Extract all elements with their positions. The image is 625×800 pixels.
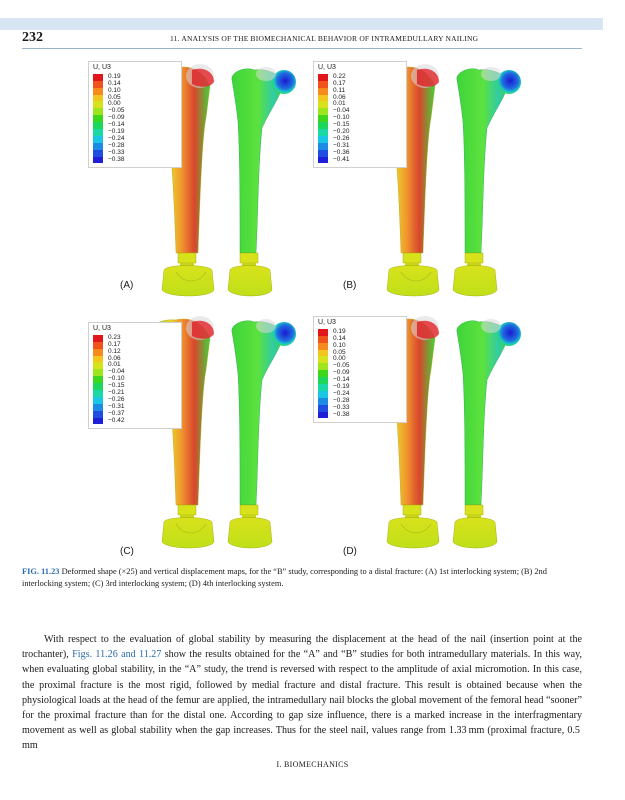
figure-panel-b [305, 58, 575, 303]
legend-value: −0.24 [108, 134, 125, 142]
legend-row [93, 342, 177, 349]
legend-value: −0.26 [333, 134, 350, 142]
legend-row [93, 136, 177, 143]
body-text [22, 632, 582, 754]
legend-swatch [318, 336, 328, 343]
figure-reference-link[interactable]: Figs. 11.26 and 11.27 [72, 649, 162, 661]
legend-value: 0.10 [333, 341, 346, 349]
legend-swatch [93, 81, 103, 88]
legend-swatch [93, 404, 103, 411]
legend-value: 0.14 [108, 79, 121, 87]
legend-value: 0.17 [108, 340, 121, 348]
legend-value: −0.09 [333, 369, 350, 377]
legend-swatch [93, 150, 103, 157]
paragraph-rest: show the results obtained for the “A” and “B” studies for both intramedullary materials. In this way, when evaluating global stability, in the “A” study, the trend is reversed with respect to the amplitude of axial micromotion. In this case, the proximal fracture is the most rigid, followed by medial fracture and distal fracture. This result is obtained because when the physiological loads at the head of the femur are applied, the intramedullary nail blocks the global movement of the femoral head “sooner” for the proximal fracture than for the distal one. According to gap size influence, there is a marked increase in the interfragmentary movement as well as global stability when the gap increases. Thus for the steel nail, values range from 1.33 mm (proximal fracture, 0.5 mm [22, 649, 583, 752]
legend-row [93, 362, 177, 369]
legend-swatch [318, 377, 328, 384]
legend-row [318, 101, 402, 108]
color-legend [313, 61, 407, 168]
legend-swatch [318, 101, 328, 108]
legend-swatch [318, 398, 328, 405]
legend-value: −0.24 [333, 389, 350, 397]
legend-row [93, 122, 177, 129]
legend-row [93, 383, 177, 390]
legend-swatch [318, 129, 328, 136]
panel-label: (B) [343, 280, 357, 291]
legend-row [318, 356, 402, 363]
legend-value: 0.11 [333, 86, 346, 94]
legend-row [318, 143, 402, 150]
legend-title: U, U3 [93, 64, 111, 71]
legend-row [93, 349, 177, 356]
legend-row [318, 336, 402, 343]
legend-swatch [318, 350, 328, 357]
legend-row [93, 157, 177, 164]
legend-swatch [93, 397, 103, 404]
legend-swatch [93, 88, 103, 95]
legend-value: 0.19 [333, 327, 346, 335]
legend-swatch [318, 343, 328, 350]
legend-swatch [318, 81, 328, 88]
legend-swatch [93, 390, 103, 397]
legend-swatch [93, 369, 103, 376]
header-rule [22, 48, 582, 49]
legend-swatch [318, 391, 328, 398]
legend-value: −0.05 [108, 107, 125, 115]
legend-value: 0.06 [108, 354, 121, 362]
running-title: 11. ANALYSIS OF THE BIOMECHANICAL BEHAVIOR OF INTRAMEDULLARY NAILING [170, 34, 479, 43]
page-number: 232 [22, 30, 43, 45]
legend-row [93, 397, 177, 404]
legend-row [318, 343, 402, 350]
legend-value: 0.01 [108, 361, 121, 369]
legend-row [318, 398, 402, 405]
color-legend [88, 61, 182, 168]
legend-value: −0.31 [333, 141, 350, 149]
paragraph [22, 632, 582, 754]
legend-swatch [318, 384, 328, 391]
legend-swatch [93, 362, 103, 369]
legend-swatch [93, 418, 103, 425]
legend-value: 0.14 [333, 334, 346, 342]
color-legend [88, 322, 182, 429]
legend-value: −0.15 [333, 121, 350, 129]
legend-row [93, 335, 177, 342]
legend-swatch [318, 115, 328, 122]
legend-swatch [318, 370, 328, 377]
header-band [0, 18, 603, 30]
legend-swatch [318, 74, 328, 81]
legend-title: U, U3 [93, 325, 111, 332]
legend-swatch [318, 136, 328, 143]
figure-panel-d [305, 310, 575, 555]
legend-swatch [93, 376, 103, 383]
legend-value: −0.19 [108, 128, 125, 136]
legend-row [318, 329, 402, 336]
legend-value: −0.21 [108, 389, 125, 397]
legend-swatch [93, 115, 103, 122]
legend-row [93, 101, 177, 108]
legend-swatch [318, 329, 328, 336]
legend-value: 0.05 [108, 93, 121, 101]
legend-value: −0.15 [108, 382, 125, 390]
legend-row [318, 363, 402, 370]
legend-swatch [318, 95, 328, 102]
legend-value: −0.42 [108, 416, 125, 424]
legend-swatch [93, 411, 103, 418]
legend-value: 0.17 [333, 79, 346, 87]
legend-row [93, 369, 177, 376]
legend-value: −0.04 [108, 368, 125, 376]
legend-swatch [318, 122, 328, 129]
legend-row [93, 404, 177, 411]
legend-value: −0.20 [333, 128, 350, 136]
legend-row [93, 115, 177, 122]
legend-row [318, 412, 402, 419]
page-footer: I. BIOMECHANICS [276, 760, 349, 769]
legend-row [318, 129, 402, 136]
legend-value: −0.31 [108, 402, 125, 410]
legend-row [93, 143, 177, 150]
legend-swatch [93, 349, 103, 356]
legend-swatch [93, 129, 103, 136]
legend-row [93, 108, 177, 115]
figure-caption [22, 566, 582, 589]
legend-value: −0.05 [333, 362, 350, 370]
legend-swatch [93, 383, 103, 390]
caption-text: Deformed shape (×25) and vertical displacement maps, for the “B” study, corresponding to a distal fracture: (A) 1st interlocking system; (B) 2nd interlocking system; (C) 3rd interlocking system; (D) 4th interlocking system. [22, 567, 547, 588]
legend-row [93, 88, 177, 95]
legend-swatch [318, 356, 328, 363]
legend-row [318, 122, 402, 129]
legend-value: −0.09 [108, 114, 125, 122]
legend-value: 0.23 [108, 333, 121, 341]
legend-row [318, 350, 402, 357]
legend-swatch [318, 405, 328, 412]
legend-swatch [93, 143, 103, 150]
legend-row [93, 376, 177, 383]
paragraph-start: With respect to the evaluation of global stability by measuring the displacement at the head of the nail (insertion point at the trochanter), [22, 634, 582, 661]
legend-row [318, 136, 402, 143]
legend-row [318, 74, 402, 81]
legend-value: −0.28 [333, 396, 350, 404]
legend-value: −0.04 [333, 107, 350, 115]
legend-row [93, 411, 177, 418]
legend-value: 0.06 [333, 93, 346, 101]
legend-title: U, U3 [318, 64, 336, 71]
legend-swatch [93, 157, 103, 164]
legend-swatch [318, 143, 328, 150]
figure-label: FIG. 11.23 [22, 567, 60, 576]
legend-row [318, 157, 402, 164]
legend-swatch [318, 157, 328, 164]
legend-row [318, 405, 402, 412]
legend-value: −0.38 [108, 155, 125, 163]
legend-value: 0.00 [333, 355, 346, 363]
legend-swatch [318, 88, 328, 95]
legend-row [93, 74, 177, 81]
legend-value: 0.00 [108, 100, 121, 108]
legend-row [93, 95, 177, 102]
legend-value: −0.41 [333, 155, 350, 163]
legend-row [318, 150, 402, 157]
legend-row [318, 95, 402, 102]
legend-value: −0.14 [333, 376, 350, 384]
legend-row [93, 150, 177, 157]
legend-swatch [93, 122, 103, 129]
legend-row [93, 81, 177, 88]
legend-swatch [93, 95, 103, 102]
legend-value: 0.19 [108, 72, 121, 80]
legend-row [93, 356, 177, 363]
legend-row [318, 377, 402, 384]
legend-swatch [93, 335, 103, 342]
legend-swatch [93, 136, 103, 143]
legend-swatch [93, 108, 103, 115]
legend-row [318, 115, 402, 122]
legend-value: −0.36 [333, 148, 350, 156]
legend-value: 0.12 [108, 347, 121, 355]
legend-value: −0.38 [333, 410, 350, 418]
legend-value: 0.22 [333, 72, 346, 80]
legend-swatch [93, 342, 103, 349]
legend-row [318, 88, 402, 95]
legend-swatch [93, 356, 103, 363]
legend-value: −0.26 [108, 395, 125, 403]
legend-value: −0.33 [108, 148, 125, 156]
legend-row [318, 370, 402, 377]
legend-swatch [318, 363, 328, 370]
legend-value: −0.14 [108, 121, 125, 129]
panel-label: (C) [120, 546, 134, 557]
legend-swatch [318, 108, 328, 115]
legend-value: −0.10 [333, 114, 350, 122]
panel-label: (A) [120, 280, 134, 291]
legend-row [318, 108, 402, 115]
legend-value: 0.05 [333, 348, 346, 356]
legend-value: 0.10 [108, 86, 121, 94]
legend-row [318, 81, 402, 88]
legend-swatch [93, 101, 103, 108]
color-legend [313, 316, 407, 423]
panel-label: (D) [343, 546, 357, 557]
legend-value: −0.37 [108, 409, 125, 417]
legend-row [93, 390, 177, 397]
legend-swatch [318, 412, 328, 419]
legend-title: U, U3 [318, 319, 336, 326]
legend-row [318, 384, 402, 391]
legend-swatch [93, 74, 103, 81]
legend-value: −0.19 [333, 383, 350, 391]
legend-value: 0.01 [333, 100, 346, 108]
legend-row [318, 391, 402, 398]
legend-row [93, 129, 177, 136]
legend-value: −0.28 [108, 141, 125, 149]
legend-value: −0.33 [333, 403, 350, 411]
legend-swatch [318, 150, 328, 157]
legend-value: −0.10 [108, 375, 125, 383]
legend-row [93, 418, 177, 425]
